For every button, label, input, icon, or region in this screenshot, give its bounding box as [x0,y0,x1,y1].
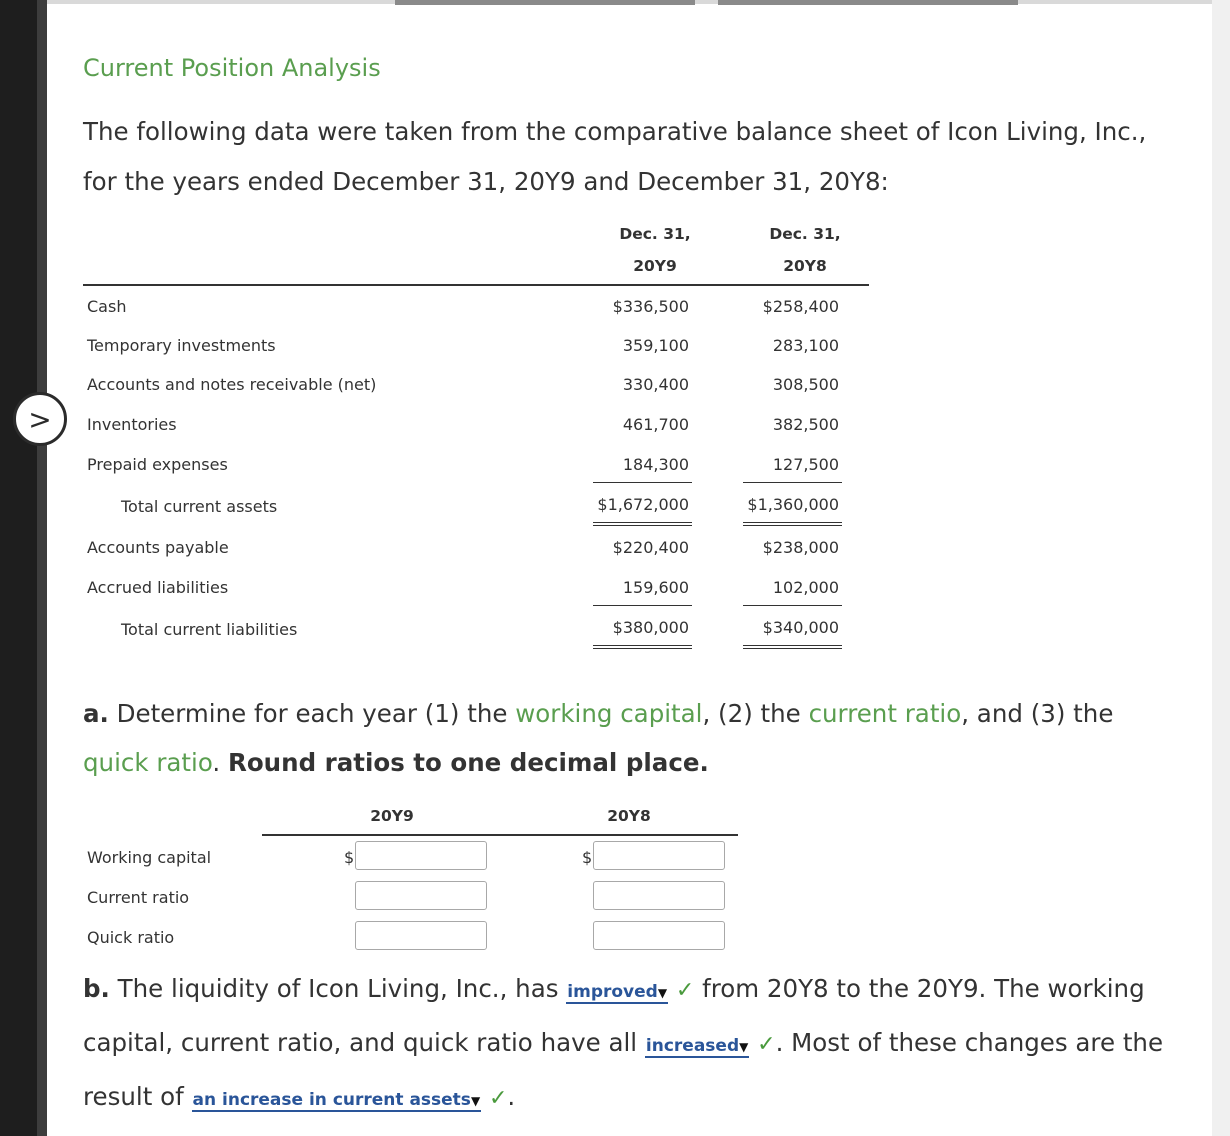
intro-line-1: The following data were taken from the comparative balance sheet of Icon Living, Inc., [83,117,1147,146]
top-tab-1[interactable] [395,0,695,5]
subtotal-rule [743,482,842,483]
subtotal-rule [743,605,842,606]
row-label: Temporary investments [87,336,276,355]
part-b-text: . Most of these changes are the [775,1028,1164,1057]
part-b-line-2 [83,1028,1163,1057]
part-b-label: b. [83,974,110,1003]
answer-row-label: Current ratio [87,888,190,907]
left-side-bar [37,0,47,1136]
total-double-rule [743,645,842,646]
page-title: Current Position Analysis [83,54,381,82]
left-dark-panel [0,0,37,1136]
part-a-text: , and (3) the [961,699,1114,728]
value-20y9: 159,600 [622,578,689,597]
currency-symbol: $ [582,848,593,867]
part-b-text: result of [83,1082,184,1111]
current-ratio-link[interactable]: current ratio [808,699,962,728]
checkmark-icon: ✓ [757,1032,776,1057]
answer-col-header-20y9: 20Y9 [370,807,414,825]
part-b-text: The liquidity of Icon Living, Inc., has [117,974,559,1003]
value-20y9: 330,400 [622,375,689,394]
current-ratio-20y9-input[interactable] [355,881,487,910]
row-label: Prepaid expenses [87,455,228,474]
total-double-rule [593,522,692,523]
intro-line-2: for the years ended December 31, 20Y9 and December 31, 20Y8: [83,167,889,196]
value-20y9: $380,000 [612,618,689,637]
total-double-rule [593,648,692,649]
total-double-rule [593,645,692,646]
total-double-rule [593,525,692,526]
col-header-20y8-line2: 20Y8 [783,257,827,275]
answer-row-label: Working capital [87,848,212,867]
col-header-20y9-line2: 20Y9 [633,257,677,275]
total-double-rule [743,522,842,523]
value-20y9: 359,100 [622,336,689,355]
part-a-text: Determine for each year (1) the [116,699,516,728]
current-ratio-20y8-input[interactable] [593,881,725,910]
rounding-instruction: Round ratios to one decimal place. [227,748,709,777]
caret-down-icon: ▼ [470,1094,481,1108]
top-tab-2[interactable] [718,0,1018,5]
dropdown-value: an increase in current assets [192,1090,471,1110]
dropdown-value: improved [567,982,658,1002]
currency-symbol: $ [344,848,355,867]
value-20y8: $340,000 [762,618,839,637]
dropdown-value: increased [645,1036,740,1056]
value-20y8: 308,500 [772,375,839,394]
row-label-total: Total current assets [121,497,278,516]
value-20y9: 184,300 [622,455,689,474]
part-b-text: . [507,1082,516,1111]
quick-ratio-20y8-input[interactable] [593,921,725,950]
answer-table-rule [262,834,738,836]
row-label: Inventories [87,415,177,434]
working-capital-link[interactable]: working capital [515,699,703,728]
value-20y8: $1,360,000 [747,495,839,514]
quick-ratio-link[interactable]: quick ratio [83,748,213,777]
checkmark-icon: ✓ [675,978,695,1003]
total-double-rule [743,525,842,526]
value-20y8: 127,500 [772,455,839,474]
cause-dropdown[interactable] [192,1090,482,1112]
answer-row-label: Quick ratio [87,928,175,947]
value-20y8: 102,000 [772,578,839,597]
value-20y9: $1,672,000 [597,495,689,514]
value-20y8: $238,000 [762,538,839,557]
value-20y9: $220,400 [612,538,689,557]
part-a-text: , (2) the [702,699,809,728]
part-b-text: capital, current ratio, and quick ratio have all [83,1028,638,1057]
part-a-label: a. [83,699,109,728]
row-label-total: Total current liabilities [121,620,298,639]
col-header-20y8-line1: Dec. 31, [769,225,841,243]
subtotal-rule [593,605,692,606]
working-capital-20y8-input[interactable] [593,841,725,870]
total-double-rule [743,648,842,649]
row-label: Accounts payable [87,538,229,557]
subtotal-rule [593,482,692,483]
col-header-20y9-line1: Dec. 31, [619,225,691,243]
row-label: Accrued liabilities [87,578,229,597]
value-20y8: $258,400 [762,297,839,316]
row-label: Cash [87,297,127,316]
part-a-line-2 [83,748,709,777]
answer-col-header-20y8: 20Y8 [607,807,651,825]
value-20y9: $336,500 [612,297,689,316]
ratios-dropdown[interactable] [645,1036,749,1058]
working-capital-20y9-input[interactable] [355,841,487,870]
next-arrow-button[interactable] [13,392,67,446]
chevron-right-icon: > [28,402,52,436]
part-a-text: . [212,748,221,777]
caret-down-icon: ▼ [739,1040,749,1054]
value-20y8: 382,500 [772,415,839,434]
caret-down-icon: ▼ [657,986,668,1000]
part-b-text: from 20Y8 to the 20Y9. The working [702,974,1145,1003]
part-b-line-1 [83,974,1145,1003]
quick-ratio-20y9-input[interactable] [355,921,487,950]
value-20y9: 461,700 [622,415,689,434]
row-label: Accounts and notes receivable (net) [87,375,377,394]
part-a-line-1 [83,699,1113,728]
liquidity-dropdown[interactable] [566,982,668,1004]
checkmark-icon: ✓ [488,1086,508,1111]
part-b-line-3 [83,1082,515,1111]
table-header-rule [83,284,869,286]
value-20y8: 283,100 [772,336,839,355]
right-border [1212,0,1230,1136]
